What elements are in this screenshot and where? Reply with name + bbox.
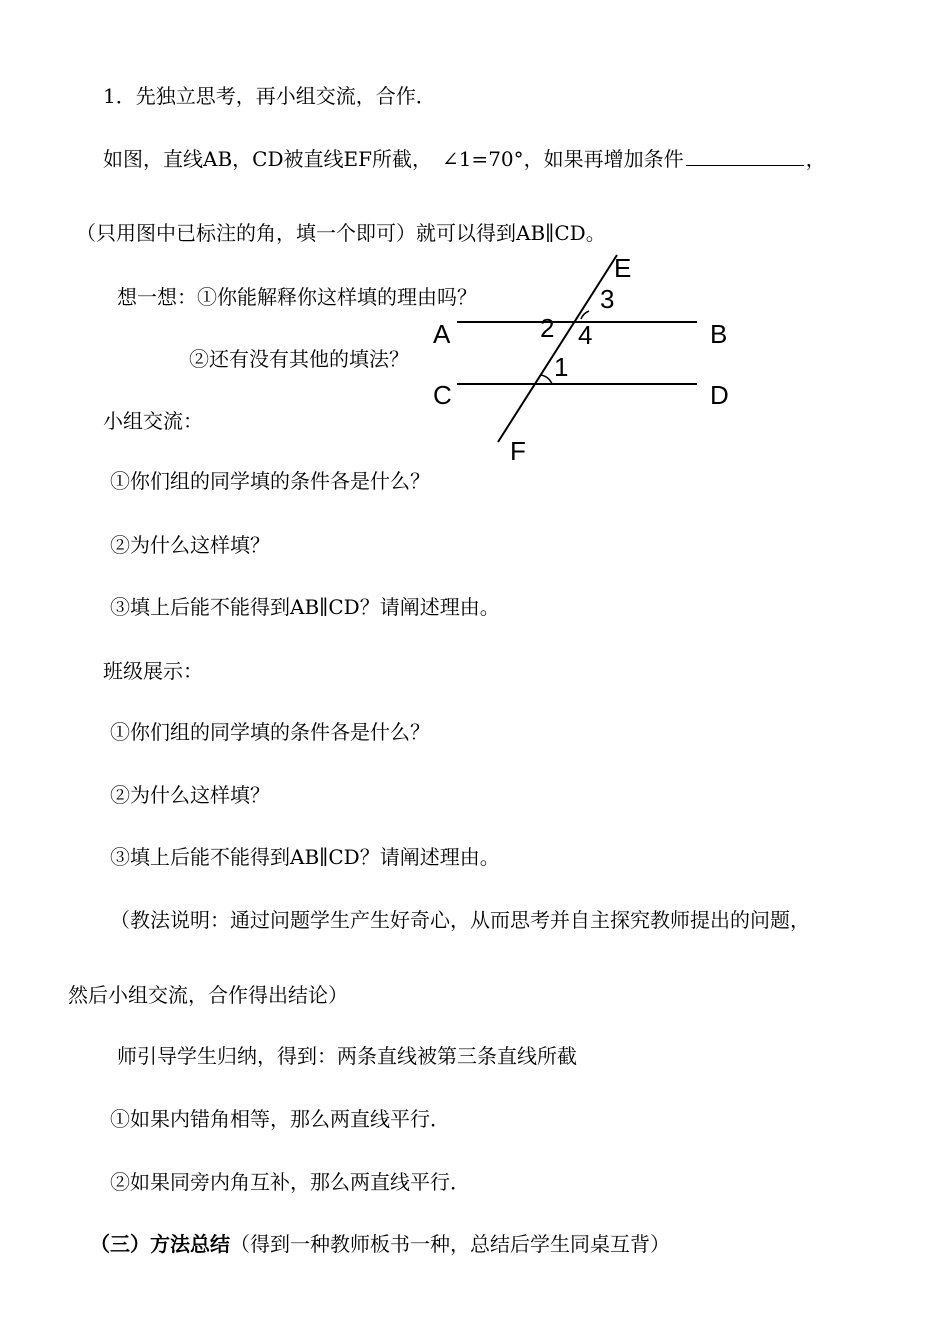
geometry-figure	[425, 250, 745, 470]
label-e: E	[614, 253, 632, 283]
angle-label-1: 1	[554, 352, 569, 382]
conclusion-item: ②如果同旁内角互补，那么两直线平行．	[110, 1170, 470, 1194]
angle-label-2: 2	[540, 313, 555, 343]
angle-label-3: 3	[600, 284, 615, 314]
section-3	[90, 1230, 670, 1258]
angle-label-4: 4	[578, 320, 593, 350]
conclusion-intro: 师引导学生归纳，得到：两条直线被第三条直线所截	[117, 1044, 577, 1068]
group-item: ③填上后能不能得到AB∥CD？请阐述理由。	[110, 595, 500, 619]
label-b: B	[710, 319, 728, 349]
label-d: D	[710, 380, 729, 410]
group-title: 小组交流：	[103, 409, 203, 433]
problem-continuation: （只用图中已标注的角，填一个即可）就可以得到AB∥CD。	[76, 221, 606, 245]
label-a: A	[433, 319, 451, 349]
class-item: ③填上后能不能得到AB∥CD？请阐述理由。	[110, 845, 500, 869]
think-question-1: 想一想：①你能解释你这样填的理由吗？	[117, 285, 477, 309]
think-question-2: ②还有没有其他的填法？	[189, 347, 409, 371]
problem-text: 如图，直线AB，CD被直线EF所截， ∠1=70°，如果再增加条件	[103, 147, 684, 171]
class-item: ②为什么这样填？	[110, 783, 270, 807]
label-f: F	[510, 436, 526, 466]
class-title: 班级展示：	[103, 659, 203, 683]
method-note-line-1: （教法说明：通过问题学生产生好奇心，从而思考并自主探究教师提出的问题，	[110, 908, 810, 932]
section-3-heading: （三）方法总结	[90, 1232, 230, 1256]
angle-arc-lower	[540, 375, 552, 384]
section-3-note: （得到一种教师板书一种，总结后学生同桌互背）	[230, 1232, 670, 1256]
problem-punct: ，	[805, 147, 826, 171]
angle-arc-upper	[581, 311, 589, 319]
question-title: 1．先独立思考，再小组交流，合作．	[103, 84, 436, 108]
answer-blank	[686, 145, 804, 166]
class-item: ①你们组的同学填的条件各是什么？	[110, 720, 430, 744]
method-note-line-2: 然后小组交流，合作得出结论）	[68, 983, 348, 1007]
group-item: ②为什么这样填？	[110, 533, 270, 557]
problem-statement	[103, 145, 826, 173]
group-item: ①你们组的同学填的条件各是什么？	[110, 469, 430, 493]
label-c: C	[433, 380, 452, 410]
conclusion-item: ①如果内错角相等，那么两直线平行．	[110, 1107, 450, 1131]
